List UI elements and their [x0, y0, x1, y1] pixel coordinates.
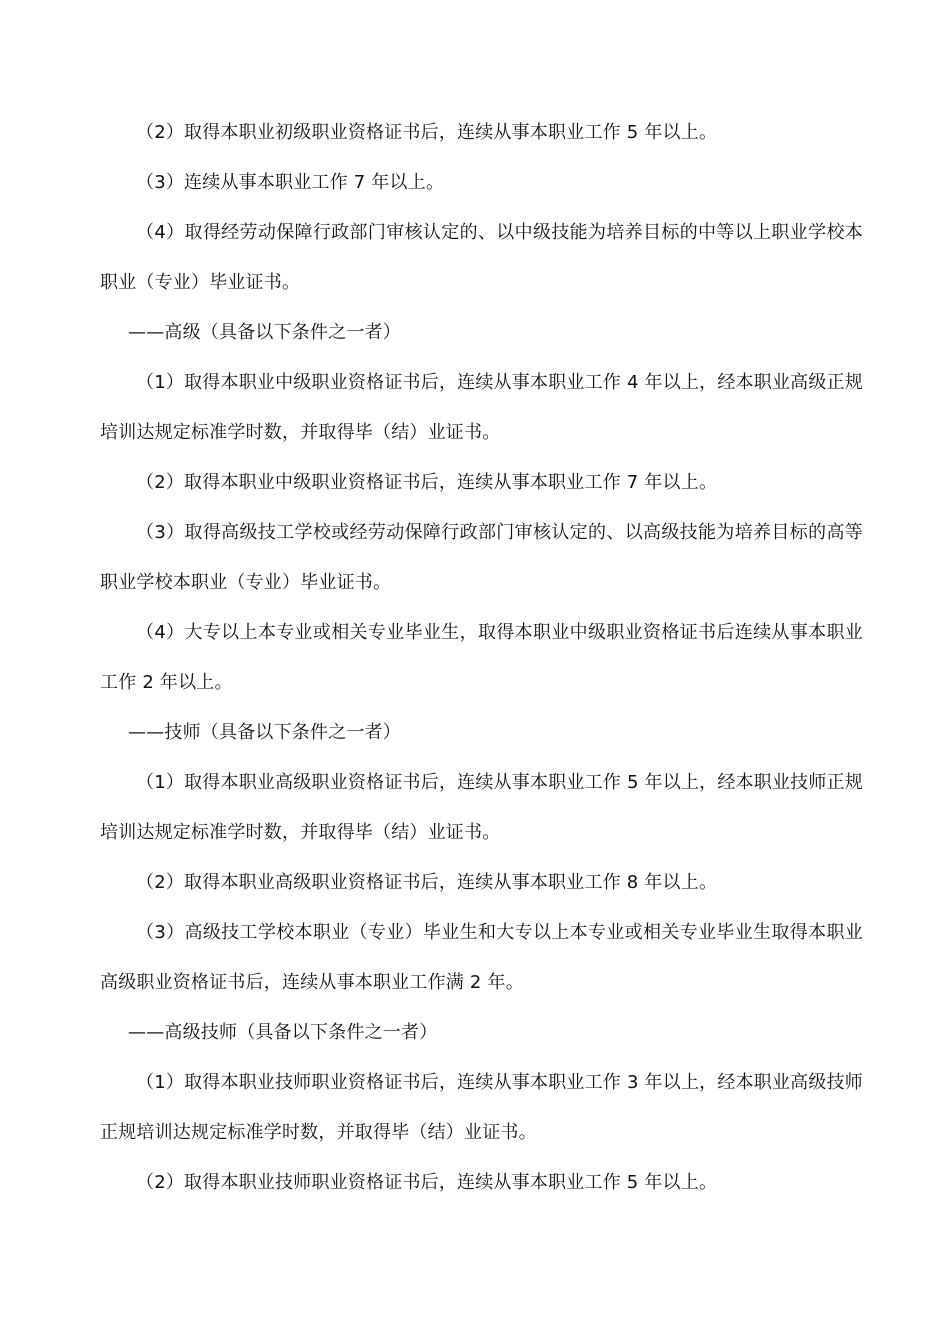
- paragraph-intermediate-3: （3）连续从事本职业工作 7 年以上。: [136, 172, 445, 193]
- paragraph-intermediate-4: （4）取得经劳动保障行政部门审核认定的、以中级技能为培养目标的中等以上职业学校本职业（专业）毕业证书。: [100, 222, 863, 293]
- document-body: [100, 108, 863, 1208]
- paragraph-senior-3: （3）取得高级技工学校或经劳动保障行政部门审核认定的、以高级技能为培养目标的高等职业学校本职业（专业）毕业证书。: [100, 522, 863, 593]
- paragraph-technician-3: （3）高级技工学校本职业（专业）毕业生和大专以上本专业或相关专业毕业生取得本职业高级职业资格证书后，连续从事本职业工作满 2 年。: [100, 922, 863, 993]
- paragraph-senior-1: （1）取得本职业中级职业资格证书后，连续从事本职业工作 4 年以上，经本职业高级正规培训达规定标准学时数，并取得毕（结）业证书。: [100, 372, 863, 443]
- paragraph-intermediate-2: （2）取得本职业初级职业资格证书后，连续从事本职业工作 5 年以上。: [136, 122, 718, 143]
- section-heading-senior-technician: ——高级技师（具备以下条件之一者）: [128, 1022, 438, 1043]
- paragraph-senior-4: （4）大专以上本专业或相关专业毕业生，取得本职业中级职业资格证书后连续从事本职业工作 2 年以上。: [100, 622, 863, 693]
- paragraph-senior-technician-1: （1）取得本职业技师职业资格证书后，连续从事本职业工作 3 年以上，经本职业高级技师正规培训达规定标准学时数，并取得毕（结）业证书。: [100, 1072, 863, 1143]
- paragraph-technician-1: （1）取得本职业高级职业资格证书后，连续从事本职业工作 5 年以上，经本职业技师正规培训达规定标准学时数，并取得毕（结）业证书。: [100, 772, 863, 843]
- section-heading-technician: ——技师（具备以下条件之一者）: [128, 722, 401, 743]
- paragraph-senior-technician-2: （2）取得本职业技师职业资格证书后，连续从事本职业工作 5 年以上。: [136, 1172, 718, 1193]
- paragraph-senior-2: （2）取得本职业中级职业资格证书后，连续从事本职业工作 7 年以上。: [136, 472, 718, 493]
- section-heading-senior: ——高级（具备以下条件之一者）: [128, 322, 401, 343]
- paragraph-technician-2: （2）取得本职业高级职业资格证书后，连续从事本职业工作 8 年以上。: [136, 872, 718, 893]
